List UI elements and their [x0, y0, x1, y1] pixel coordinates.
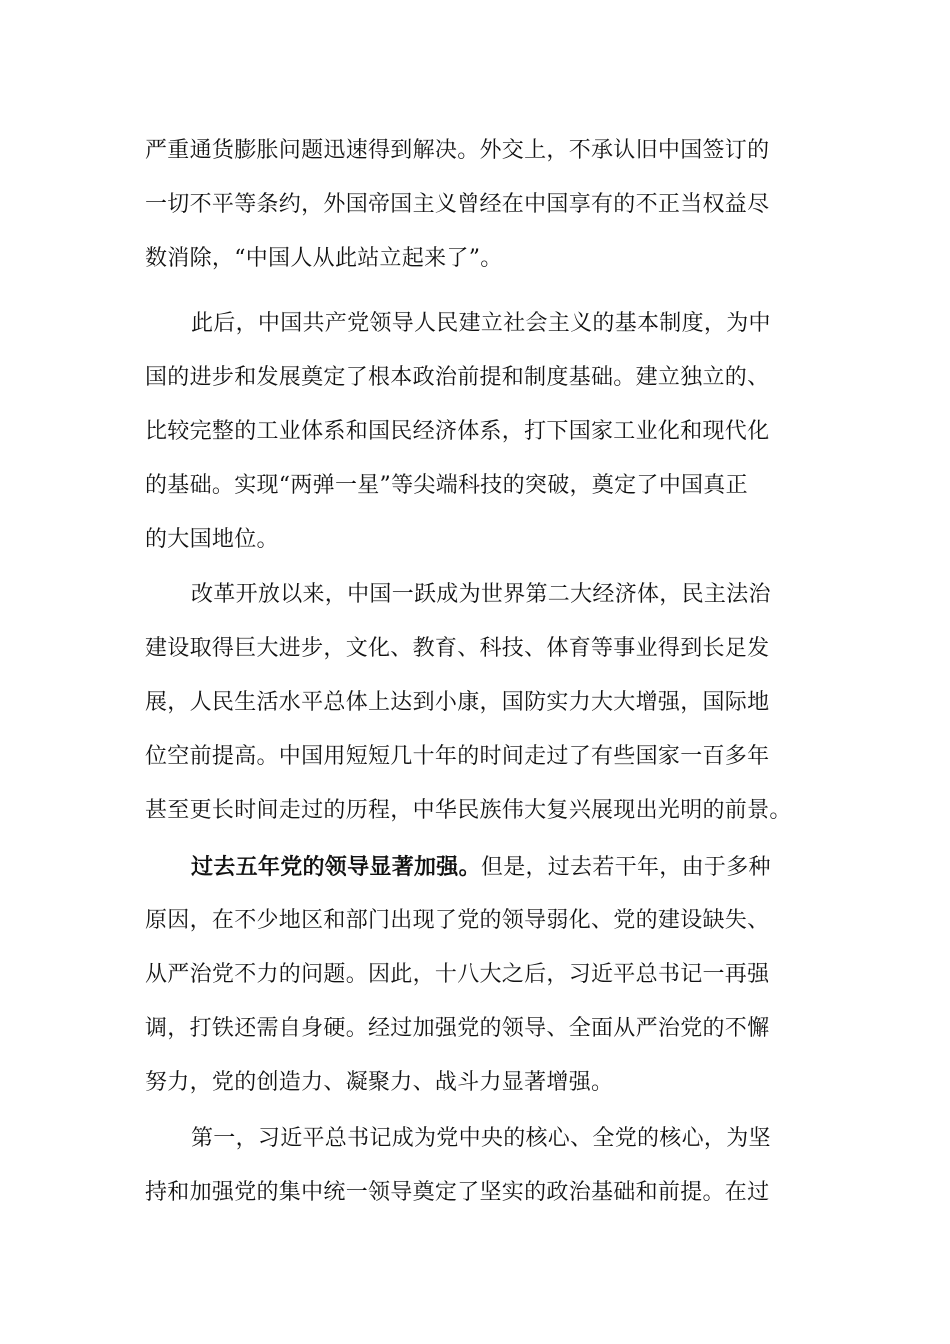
text-line: 数消除，“中国人从此站立起来了”。: [145, 246, 503, 271]
text-line: 一切不平等条约，外国帝国主义曾经在中国享有的不正当权益尽: [145, 192, 770, 217]
text-line: 甚至更长时间走过的历程，中华民族伟大复兴展现出光明的前景。: [145, 798, 792, 823]
text-line: 严重通货膨胀问题迅速得到解决。外交上，不承认旧中国签订的: [145, 138, 770, 163]
text-line: 的大国地位。: [145, 527, 279, 552]
text-line: 第一，习近平总书记成为党中央的核心、全党的核心，为坚: [191, 1126, 771, 1151]
bold-heading: 过去五年党的领导显著加强。: [191, 854, 481, 880]
text-line: 展，人民生活水平总体上达到小康，国防实力大大增强，国际地: [145, 690, 770, 715]
text-line: 此后，中国共产党领导人民建立社会主义的基本制度，为中: [191, 311, 771, 336]
paragraph-4: [145, 840, 805, 1110]
text-line: 比较完整的工业体系和国民经济体系，打下国家工业化和现代化: [145, 419, 770, 444]
paragraph-2: [145, 297, 805, 567]
text-line: 从严治党不力的问题。因此，十八大之后，习近平总书记一再强: [145, 962, 770, 987]
paragraph-5: [145, 1112, 805, 1220]
paragraph-3: [145, 568, 805, 838]
text-line: 位空前提高。中国用短短几十年的时间走过了有些国家一百多年: [145, 744, 770, 769]
text-line: 国的进步和发展奠定了根本政治前提和制度基础。建立独立的、: [145, 365, 770, 390]
text-line: [145, 840, 805, 894]
text-line: 调，打铁还需自身硬。经过加强党的领导、全面从严治党的不懈: [145, 1016, 770, 1041]
text-line: 的基础。实现“两弹一星”等尖端科技的突破，奠定了中国真正: [145, 473, 748, 498]
text-line: 改革开放以来，中国一跃成为世界第二大经济体，民主法治: [191, 582, 771, 607]
text-line: 努力，党的创造力、凝聚力、战斗力显著增强。: [145, 1070, 614, 1095]
text-line: 建设取得巨大进步，文化、教育、科技、体育等事业得到长足发: [145, 636, 770, 661]
text-run: 但是，过去若干年，由于多种: [480, 855, 771, 880]
text-line: 原因，在不少地区和部门出现了党的领导弱化、党的建设缺失、: [145, 908, 770, 933]
text-line: 持和加强党的集中统一领导奠定了坚实的政治基础和前提。在过: [145, 1180, 770, 1205]
paragraph-1: [145, 124, 805, 286]
